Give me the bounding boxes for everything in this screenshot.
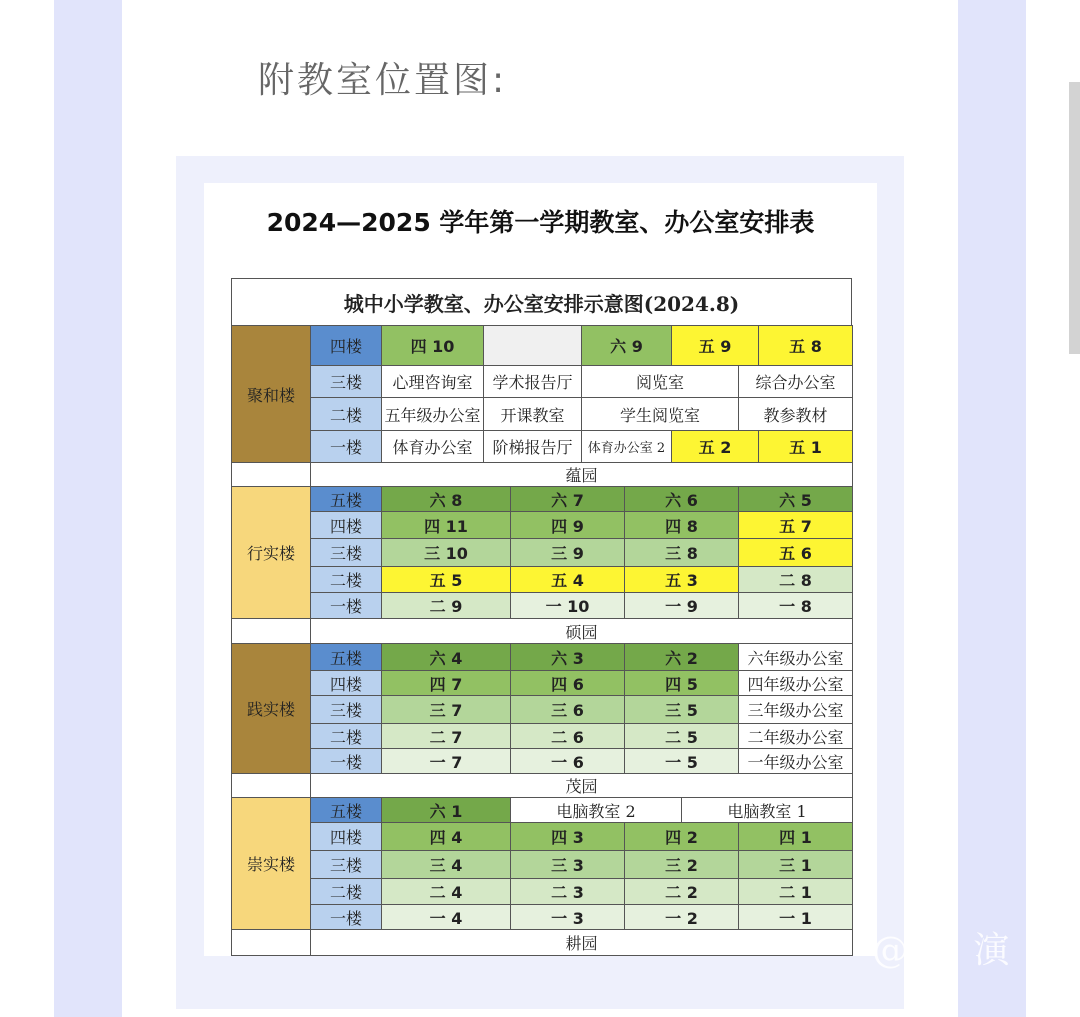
right-margin-band — [958, 0, 1026, 1017]
room-cell: 教参教材 — [738, 397, 853, 431]
floor-label: 四楼 — [310, 670, 382, 696]
scrollbar-thumb[interactable] — [1069, 82, 1080, 354]
watermark: @豪 演 — [872, 930, 1016, 971]
room-cell: 四 7 — [381, 670, 511, 696]
room-cell: 三 5 — [624, 695, 739, 724]
room-cell: 三 10 — [381, 538, 511, 567]
room-cell: 四 5 — [624, 670, 739, 696]
garden-label: 茂园 — [310, 773, 853, 798]
room-cell: 二 7 — [381, 723, 511, 749]
room-cell: 二 1 — [738, 878, 853, 905]
floor-label: 二楼 — [310, 566, 382, 593]
room-cell: 六年级办公室 — [738, 643, 853, 671]
room-cell: 一 2 — [624, 904, 739, 930]
garden-label: 耕园 — [310, 929, 853, 956]
floor-label: 二楼 — [310, 397, 382, 431]
room-cell: 六 8 — [381, 486, 511, 512]
room-cell: 综合办公室 — [738, 365, 853, 398]
room-cell: 五 3 — [624, 566, 739, 593]
floor-label: 五楼 — [310, 486, 382, 512]
floor-label: 三楼 — [310, 850, 382, 879]
room-cell: 三 9 — [510, 538, 625, 567]
floor-label: 五楼 — [310, 643, 382, 671]
room-cell: 四 11 — [381, 511, 511, 539]
room-cell: 电脑教室 2 — [510, 797, 682, 823]
garden-spacer — [231, 773, 311, 798]
garden-spacer — [231, 618, 311, 644]
room-cell: 二 3 — [510, 878, 625, 905]
room-cell: 四 1 — [738, 822, 853, 851]
room-cell: 一 5 — [624, 748, 739, 774]
room-cell: 开课教室 — [483, 397, 582, 431]
room-cell: 二 6 — [510, 723, 625, 749]
section-heading: 附教室位置图: — [258, 60, 508, 101]
room-cell: 一 4 — [381, 904, 511, 930]
room-cell: 四年级办公室 — [738, 670, 853, 696]
room-cell: 五 5 — [381, 566, 511, 593]
room-cell: 六 3 — [510, 643, 625, 671]
room-cell: 一 9 — [624, 592, 739, 619]
room-cell: 四 10 — [381, 325, 484, 366]
room-cell: 体育办公室 2 — [581, 430, 672, 463]
room-cell: 阅览室 — [581, 365, 739, 398]
floor-label: 二楼 — [310, 723, 382, 749]
room-cell: 学术报告厅 — [483, 365, 582, 398]
floor-label: 五楼 — [310, 797, 382, 823]
room-cell: 五 8 — [758, 325, 853, 366]
room-cell: 二 8 — [738, 566, 853, 593]
floor-label: 四楼 — [310, 511, 382, 539]
building-label: 聚和楼 — [231, 325, 311, 463]
room-cell: 二 2 — [624, 878, 739, 905]
room-cell: 二年级办公室 — [738, 723, 853, 749]
garden-spacer — [231, 462, 311, 487]
room-cell: 三 6 — [510, 695, 625, 724]
room-cell: 心理咨询室 — [381, 365, 484, 398]
garden-label: 硕园 — [310, 618, 853, 644]
room-cell: 一 1 — [738, 904, 853, 930]
room-cell: 一 8 — [738, 592, 853, 619]
room-cell: 五 7 — [738, 511, 853, 539]
room-cell: 电脑教室 1 — [681, 797, 853, 823]
room-cell: 四 9 — [510, 511, 625, 539]
room-cell: 六 4 — [381, 643, 511, 671]
floor-label: 二楼 — [310, 878, 382, 905]
room-cell: 一 3 — [510, 904, 625, 930]
room-cell: 三 4 — [381, 850, 511, 879]
room-cell: 五年级办公室 — [381, 397, 484, 431]
room-cell: 五 1 — [758, 430, 853, 463]
floor-label: 一楼 — [310, 748, 382, 774]
room-cell: 三 3 — [510, 850, 625, 879]
room-cell: 三 1 — [738, 850, 853, 879]
room-cell: 一年级办公室 — [738, 748, 853, 774]
room-cell: 六 9 — [581, 325, 672, 366]
room-cell: 四 4 — [381, 822, 511, 851]
room-cell: 一 7 — [381, 748, 511, 774]
room-cell: 体育办公室 — [381, 430, 484, 463]
room-cell: 二 4 — [381, 878, 511, 905]
classroom-layout-table — [231, 278, 852, 955]
document-title: 2024—2025 学年第一学期教室、办公室安排表 — [266, 208, 815, 237]
floor-label: 四楼 — [310, 822, 382, 851]
floor-label: 四楼 — [310, 325, 382, 366]
room-cell: 二 9 — [381, 592, 511, 619]
room-cell: 六 1 — [381, 797, 511, 823]
floor-label: 一楼 — [310, 592, 382, 619]
room-cell: 六 5 — [738, 486, 853, 512]
room-cell — [483, 325, 582, 366]
building-label: 崇实楼 — [231, 797, 311, 930]
room-cell: 四 3 — [510, 822, 625, 851]
room-cell: 五 9 — [671, 325, 759, 366]
room-cell: 一 6 — [510, 748, 625, 774]
room-cell: 学生阅览室 — [581, 397, 739, 431]
floor-label: 三楼 — [310, 538, 382, 567]
floor-label: 一楼 — [310, 904, 382, 930]
table-title: 城中小学教室、办公室安排示意图(2024.8) — [231, 278, 852, 326]
floor-label: 三楼 — [310, 365, 382, 398]
room-cell: 六 6 — [624, 486, 739, 512]
room-cell: 三年级办公室 — [738, 695, 853, 724]
room-cell: 阶梯报告厅 — [483, 430, 582, 463]
building-label: 践实楼 — [231, 643, 311, 774]
room-cell: 三 7 — [381, 695, 511, 724]
room-cell: 三 8 — [624, 538, 739, 567]
building-label: 行实楼 — [231, 486, 311, 619]
left-margin-band — [54, 0, 122, 1017]
garden-spacer — [231, 929, 311, 956]
room-cell: 六 7 — [510, 486, 625, 512]
floor-label: 一楼 — [310, 430, 382, 463]
room-cell: 三 2 — [624, 850, 739, 879]
room-cell: 二 5 — [624, 723, 739, 749]
room-cell: 一 10 — [510, 592, 625, 619]
room-cell: 四 6 — [510, 670, 625, 696]
floor-label: 三楼 — [310, 695, 382, 724]
room-cell: 六 2 — [624, 643, 739, 671]
room-cell: 五 6 — [738, 538, 853, 567]
garden-label: 蕴园 — [310, 462, 853, 487]
room-cell: 五 4 — [510, 566, 625, 593]
room-cell: 五 2 — [671, 430, 759, 463]
room-cell: 四 8 — [624, 511, 739, 539]
room-cell: 四 2 — [624, 822, 739, 851]
